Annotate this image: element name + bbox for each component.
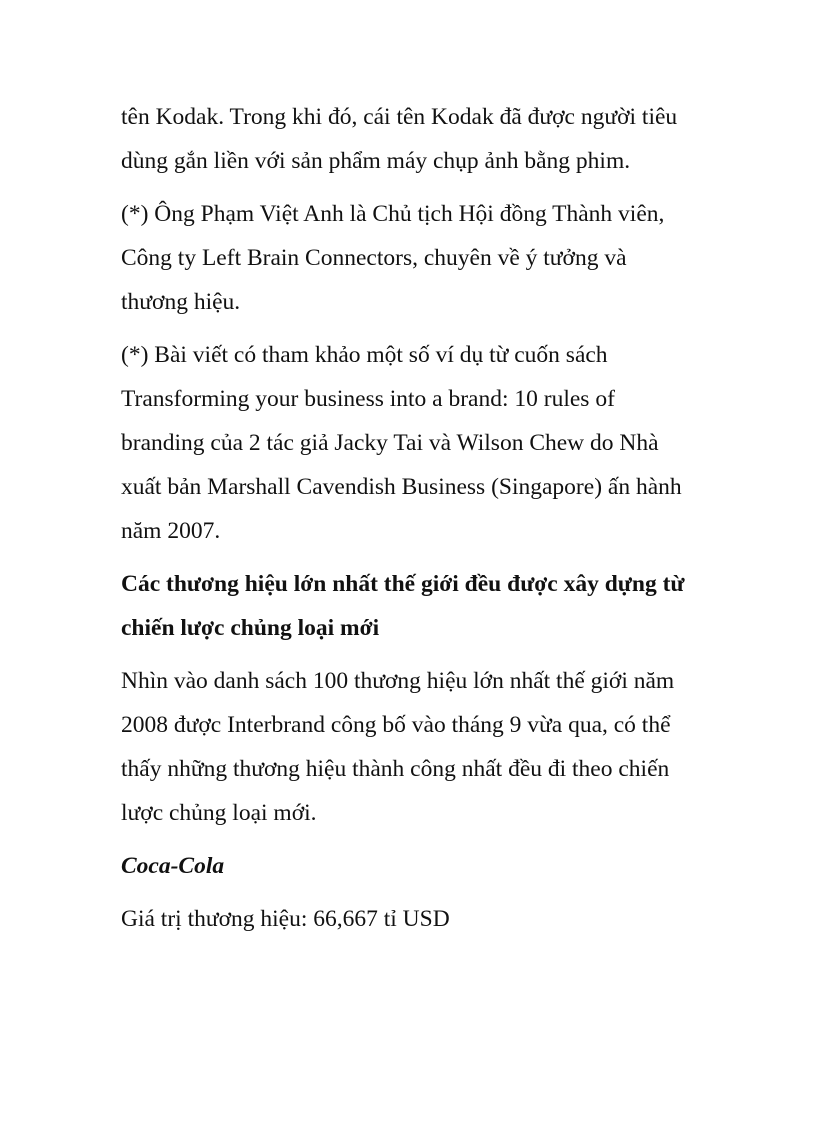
text-line: thương hiệu.: [121, 289, 241, 315]
brand-heading: Coca-Cola: [121, 853, 225, 879]
text-line: Nhìn vào danh sách 100 thương hiệu lớn nhất thế giới năm: [121, 668, 675, 694]
text-line: Transforming your business into a brand: 10 rules of: [121, 386, 615, 412]
text-line: (*) Bài viết có tham khảo một số ví dụ từ cuốn sách: [121, 342, 608, 368]
heading-line: Các thương hiệu lớn nhất thế giới đều được xây dựng từ: [121, 571, 685, 597]
text-line: lược chủng loại mới.: [121, 800, 317, 826]
text-line: tên Kodak. Trong khi đó, cái tên Kodak đã được người tiêu: [121, 104, 678, 130]
brand-value: Giá trị thương hiệu: 66,667 tỉ USD: [121, 906, 450, 932]
text-line: (*) Ông Phạm Việt Anh là Chủ tịch Hội đồng Thành viên,: [121, 201, 665, 227]
text-line: thấy những thương hiệu thành công nhất đều đi theo chiến: [121, 756, 670, 782]
text-line: năm 2007.: [121, 518, 221, 544]
heading-line: chiến lược chủng loại mới: [121, 615, 380, 641]
text-line: dùng gắn liền với sản phẩm máy chụp ảnh bằng phim.: [121, 148, 631, 174]
text-line: Công ty Left Brain Connectors, chuyên về ý tưởng và: [121, 245, 627, 271]
text-line: xuất bản Marshall Cavendish Business (Singapore) ấn hành: [121, 474, 682, 500]
text-line: 2008 được Interbrand công bố vào tháng 9 vừa qua, có thể: [121, 712, 671, 738]
text-line: branding của 2 tác giả Jacky Tai và Wilson Chew do Nhà: [121, 430, 659, 456]
